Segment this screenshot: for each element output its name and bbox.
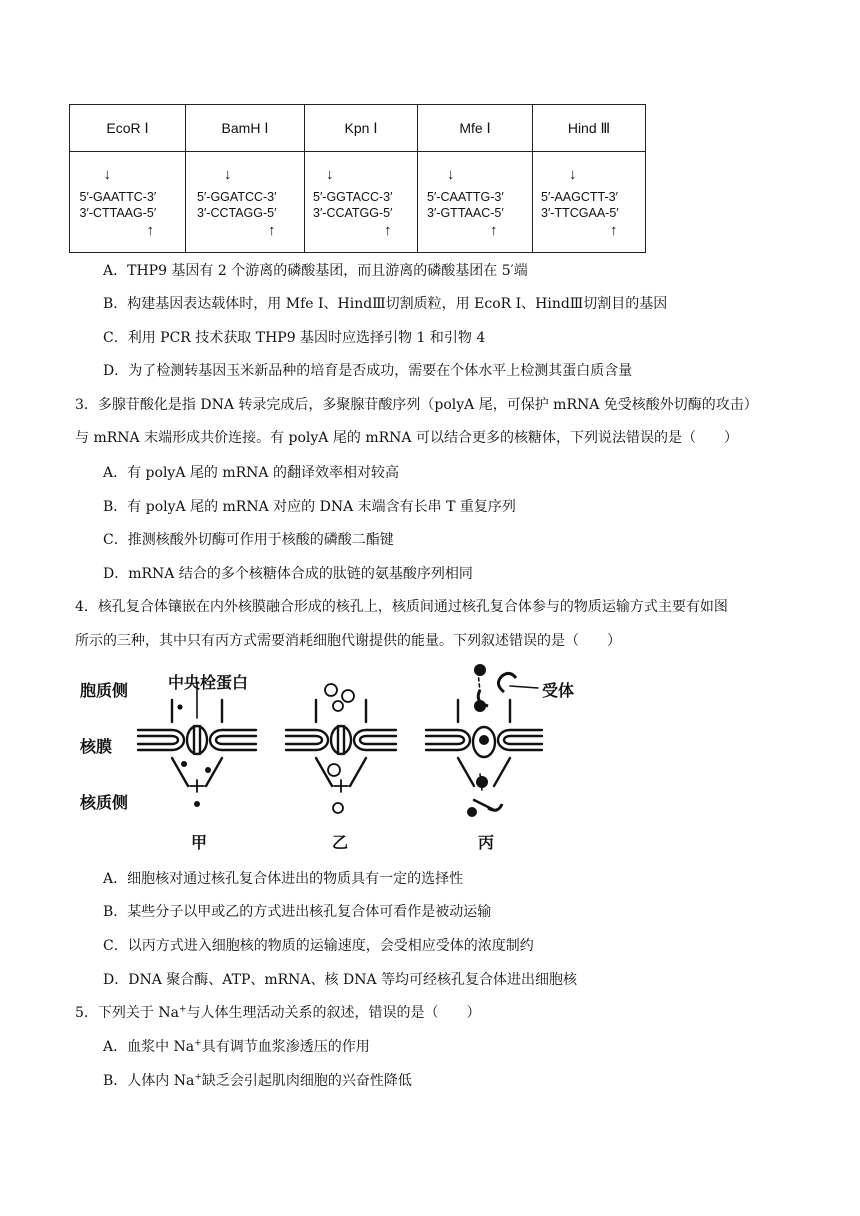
q5-option-a: [103, 1037, 370, 1057]
q5-option-b-pre: B．人体内 Na: [103, 1073, 195, 1089]
pore-panel-jia: [138, 682, 256, 792]
cut-down-arrow-icon: ↓: [569, 166, 577, 183]
cut-up-arrow-icon: ↑: [490, 222, 498, 239]
enzyme-site-cell: [305, 152, 418, 253]
q3-option-a: A．有 polyA 尾的 mRNA 的翻译效率相对较高: [103, 465, 399, 481]
q3-stem-line2: 与 mRNA 末端形成共价连接。有 polyA 尾的 mRNA 可以结合更多的核糖体，下列说法错误的是（ ）: [75, 430, 738, 446]
q3-option-d: D．mRNA 结合的多个核糖体合成的肽链的氨基酸序列相同: [103, 566, 473, 582]
q2-option-d: D．为了检测转基因玉米新品种的培育是否成功，需要在个体水平上检测其蛋白质含量: [103, 363, 633, 379]
enzyme-site-cell: [186, 152, 305, 253]
q3-option-b: B．有 polyA 尾的 mRNA 对应的 DNA 末端含有长串 T 重复序列: [103, 499, 516, 515]
site-top-strand: 5′-CAATTG-3′: [427, 190, 504, 204]
sodium-charge: +: [178, 1004, 187, 1015]
site-bottom-strand: 3′-CCATGG-5′: [313, 206, 393, 220]
cut-down-arrow-icon: ↓: [326, 166, 334, 183]
sodium-charge: +: [194, 1038, 202, 1049]
cut-up-arrow-icon: ↑: [268, 222, 276, 239]
q4-option-d: D．DNA 聚合酶、ATP、mRNA、核 DNA 等均可经核孔复合体进出细胞核: [103, 972, 578, 988]
cytoplasm-side-label: 胞质侧: [80, 681, 129, 700]
enzyme-header: Kpn Ⅰ: [305, 105, 418, 152]
receptor-label: 受体: [542, 681, 575, 700]
nuclear-pore-figure: [76, 662, 596, 852]
site-bottom-strand: 3′-CCTAGG-5′: [197, 206, 277, 220]
restriction-enzyme-table: [69, 104, 646, 253]
q5-option-b: [103, 1071, 412, 1091]
enzyme-site-cell: [418, 152, 533, 253]
cut-up-arrow-icon: ↑: [610, 222, 618, 239]
q5-option-a-pre: A．血浆中 Na: [103, 1039, 195, 1055]
cut-down-arrow-icon: ↓: [224, 166, 232, 183]
q3-option-c: C．推测核酸外切酶可作用于核酸的磷酸二酯键: [103, 532, 394, 548]
enzyme-header: Mfe Ⅰ: [418, 105, 533, 152]
enzyme-header: BamH Ⅰ: [186, 105, 305, 152]
panel-label-yi: 乙: [332, 833, 349, 852]
sodium-charge: +: [194, 1072, 202, 1083]
site-top-strand: 5′-GGATCC-3′: [197, 190, 277, 204]
q5-option-a-post: 具有调节血浆渗透压的作用: [201, 1039, 370, 1055]
q4-option-c: C．以丙方式进入细胞核的物质的运输速度，会受相应受体的浓度制约: [103, 938, 534, 954]
pore-diagram-svg: [76, 662, 596, 852]
cut-up-arrow-icon: ↑: [146, 222, 154, 239]
site-bottom-strand: 3′-TTCGAA-5′: [541, 206, 619, 220]
enzyme-site-cell: [533, 152, 646, 253]
enzyme-header: Hind Ⅲ: [533, 105, 646, 152]
cut-down-arrow-icon: ↓: [447, 166, 455, 183]
cut-up-arrow-icon: ↑: [384, 222, 392, 239]
site-top-strand: 5′-AAGCTT-3′: [541, 190, 618, 204]
q5-stem-post: 与人体生理活动关系的叙述，错误的是（ ）: [186, 1005, 481, 1021]
central-plug-label: 中央栓蛋白: [168, 673, 249, 692]
q2-option-c: C．利用 PCR 技术获取 THP9 基因时应选择引物 1 和引物 4: [103, 330, 486, 346]
nucleoplasm-side-label: 核质侧: [80, 793, 129, 812]
enzyme-header: EcoR Ⅰ: [70, 105, 186, 152]
site-top-strand: 5′-GAATTC-3′: [79, 190, 157, 204]
q4-option-b: B．某些分子以甲或乙的方式进出核孔复合体可看作是被动运输: [103, 904, 492, 920]
enzyme-site-cell: [70, 152, 186, 253]
panel-label-jia: 甲: [191, 833, 208, 852]
pore-panel-yi: [286, 700, 396, 792]
q5-option-b-post: 缺乏会引起肌肉细胞的兴奋性降低: [201, 1073, 412, 1089]
q2-option-a: A．THP9 基因有 2 个游离的磷酸基团，而且游离的磷酸基团在 5′端: [103, 263, 528, 279]
q4-stem-line2: 所示的三种，其中只有丙方式需要消耗细胞代谢提供的能量。下列叙述错误的是（ ）: [75, 633, 621, 649]
nuclear-membrane-label: 核膜: [80, 737, 113, 756]
q3-stem-line1: 3．多腺苷酸化是指 DNA 转录完成后，多聚腺苷酸序列（polyA 尾，可保护 mRNA 免受核酸外切酶的攻击）: [75, 397, 758, 413]
site-top-strand: 5′-GGTACC-3′: [313, 190, 393, 204]
q4-option-a: A．细胞核对通过核孔复合体进出的物质具有一定的选择性: [103, 871, 464, 887]
q5-stem-pre: 5．下列关于 Na: [75, 1005, 179, 1021]
q4-stem-line1: 4．核孔复合体镶嵌在内外核膜融合形成的核孔上，核质间通过核孔复合体参与的物质运输方式主要有如图: [75, 599, 728, 615]
site-bottom-strand: 3′-GTTAAC-5′: [427, 206, 504, 220]
q2-option-b: B．构建基因表达载体时，用 Mfe Ⅰ、HindⅢ切割质粒，用 EcoR Ⅰ、HindⅢ切割目的基因: [103, 296, 668, 312]
panel-label-bing: 丙: [478, 833, 495, 852]
cut-down-arrow-icon: ↓: [103, 166, 111, 183]
site-bottom-strand: 3′-CTTAAG-5′: [79, 206, 157, 220]
q5-stem: [75, 1003, 481, 1023]
